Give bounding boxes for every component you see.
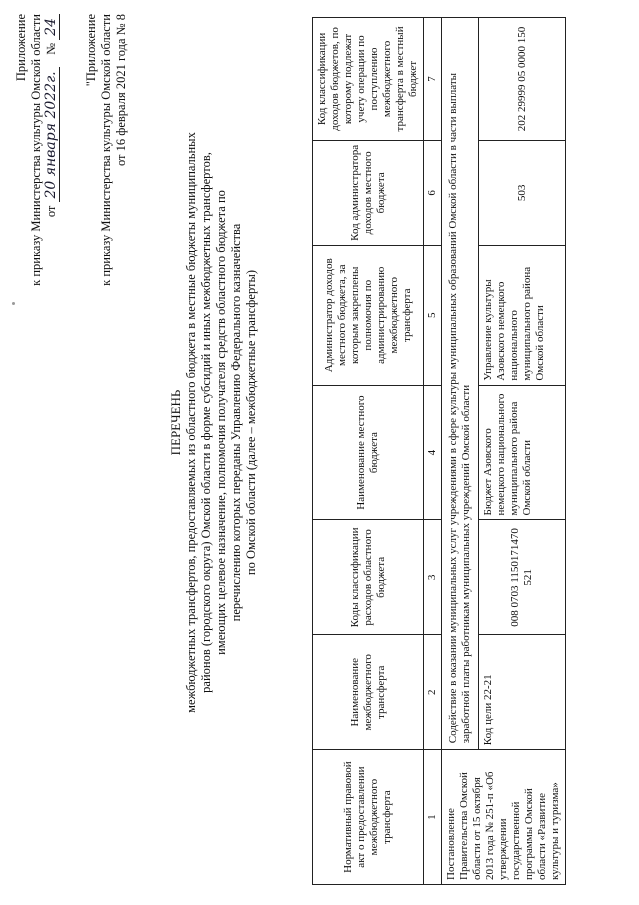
- column-number: 6: [424, 140, 442, 245]
- legal-act-cell: Постановление Правительства Омской области от 15 октября 2013 года № 251-п «Об утверждении государственной программы Омской области «Развитие культуры и туризма»: [442, 750, 566, 885]
- column-number-row: [424, 18, 442, 885]
- column-number: 5: [424, 245, 442, 385]
- annex-line2: к приказу Министерства культуры Омской области: [99, 14, 113, 286]
- target-code-cell: Код цели 22-21: [479, 635, 566, 750]
- admin-code-cell: 503: [479, 140, 566, 245]
- title-line2: районов (городского округа) Омской области в форме субсидий и иных межбюджетных трансфертов,: [199, 152, 213, 693]
- approval-line1: Приложение: [14, 14, 28, 82]
- approval-order-text: к приказу Министерства культуры Омской области: [29, 14, 43, 286]
- expense-code-cell: 008 0703 1150171470 521: [479, 520, 566, 635]
- handwritten-number: 24: [44, 14, 60, 40]
- approval-number-label: №: [44, 42, 58, 55]
- header-cell: Наименование местного бюджета: [313, 385, 424, 520]
- title-line4: перечислению которых переданы Управлению Федерального казначейства: [229, 223, 243, 622]
- header-cell: Администратор доходов местного бюджета, за которым закреплены полномочия по администрированию межбюджетного трансферта: [313, 245, 424, 385]
- header-cell: Код классификации доходов бюджетов, по которому подлежат учету операции по поступлению межбюджетного трансферта в местный бюджет: [313, 18, 424, 141]
- approval-header: [14, 14, 60, 286]
- header-cell: Наименование межбюджетного трансферта: [313, 635, 424, 750]
- annex-line1: "Приложение: [84, 14, 98, 87]
- approval-from-label: от: [44, 205, 58, 218]
- annex-line3: от 16 февраля 2021 года № 8: [114, 14, 128, 167]
- header-cell: Код администратора доходов местного бюджета: [313, 140, 424, 245]
- column-number: 3: [424, 520, 442, 635]
- transfers-table: [312, 17, 566, 885]
- table-header-row: [313, 18, 424, 885]
- handwritten-date: 20 января 2022г.: [44, 67, 60, 202]
- administrator-cell: Управление культуры Азовского немецкого национального муниципального района Омской области: [479, 245, 566, 385]
- local-budget-cell: Бюджет Азовского немецкого национального муниципального района Омской области: [479, 385, 566, 520]
- column-number: 7: [424, 18, 442, 141]
- section-row: [442, 18, 479, 885]
- scan-speck: [12, 302, 15, 305]
- title-line3: имеющих целевое назначение, полномочия получателя средств областного бюджета по: [214, 190, 228, 655]
- document-title-block: [168, 60, 259, 785]
- column-number: 1: [424, 750, 442, 885]
- section-title-cell: Содействие в оказании муниципальных услуг учреждениями в сфере культуры муниципальных образований Омской области в части выплаты заработной платы работникам муниципальных учреждений Омской области: [442, 18, 479, 750]
- header-cell: Коды классификации расходов областного бюджета: [313, 520, 424, 635]
- column-number: 4: [424, 385, 442, 520]
- document-heading: ПЕРЕЧЕНЬ: [168, 389, 183, 456]
- column-number: 2: [424, 635, 442, 750]
- title-line5: по Омской области (далее – межбюджетные трансферты): [244, 269, 258, 576]
- header-cell: Нормативный правовой акт о предоставлении межбюджетного трансферта: [313, 750, 424, 885]
- annex-header: [84, 14, 129, 286]
- title-line1: межбюджетных трансфертов, предоставляемых из областного бюджета в местные бюджеты муниципальных: [184, 132, 198, 713]
- income-code-cell: 202 29999 05 0000 150: [479, 18, 566, 141]
